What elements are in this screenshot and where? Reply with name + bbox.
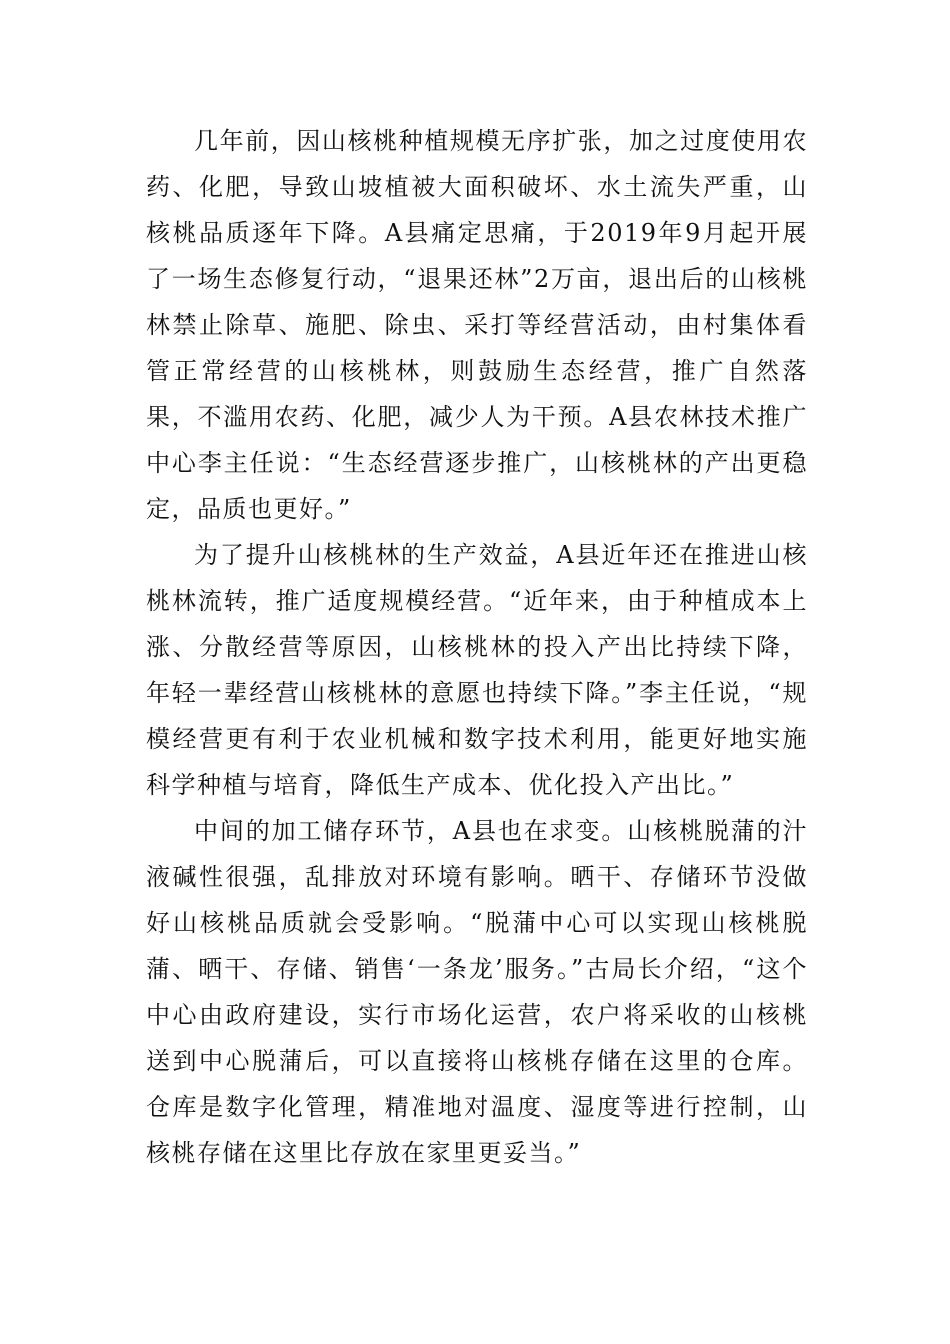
paragraph-3: 中间的加工储存环节，A县也在求变。山核桃脱蒲的汁液碱性很强，乱排放对环境有影响。晒干、存储环节没做好山核桃品质就会受影响。“脱蒲中心可以实现山核桃脱蒲、晒干、存储、销售‘一条龙’服务。”古局长介绍，“这个中心由政府建设，实行市场化运营，农户将采收的山核桃送到中心脱蒲后，可以直接将山核桃存储在这里的仓库。仓库是数字化管理，精准地对温度、湿度等进行控制，山核桃存储在这里比存放在家里更妥当。” [146, 817, 808, 1167]
paragraph-2: 为了提升山核桃林的生产效益，A县近年还在推进山核桃林流转，推广适度规模经营。“近年来，由于种植成本上涨、分散经营等原因，山核桃林的投入产出比持续下降，年轻一辈经营山核桃林的意愿也持续下降。”李主任说，“规模经营更有利于农业机械和数字技术利用，能更好地实施科学种植与培育，降低生产成本、优化投入产出比。” [146, 541, 808, 799]
document-body [146, 118, 808, 1176]
paragraph-1: 几年前，因山核桃种植规模无序扩张，加之过度使用农药、化肥，导致山坡植被大面积破坏、水土流失严重，山核桃品质逐年下降。A县痛定思痛，于2019年9月起开展了一场生态修复行动，“退果还林”2万亩，退出后的山核桃林禁止除草、施肥、除虫、采打等经营活动，由村集体看管正常经营的山核桃林，则鼓励生态经营，推广自然落果，不滥用农药、化肥，减少人为干预。A县农林技术推广中心李主任说：“生态经营逐步推广，山核桃林的产出更稳定，品质也更好。” [146, 127, 808, 523]
